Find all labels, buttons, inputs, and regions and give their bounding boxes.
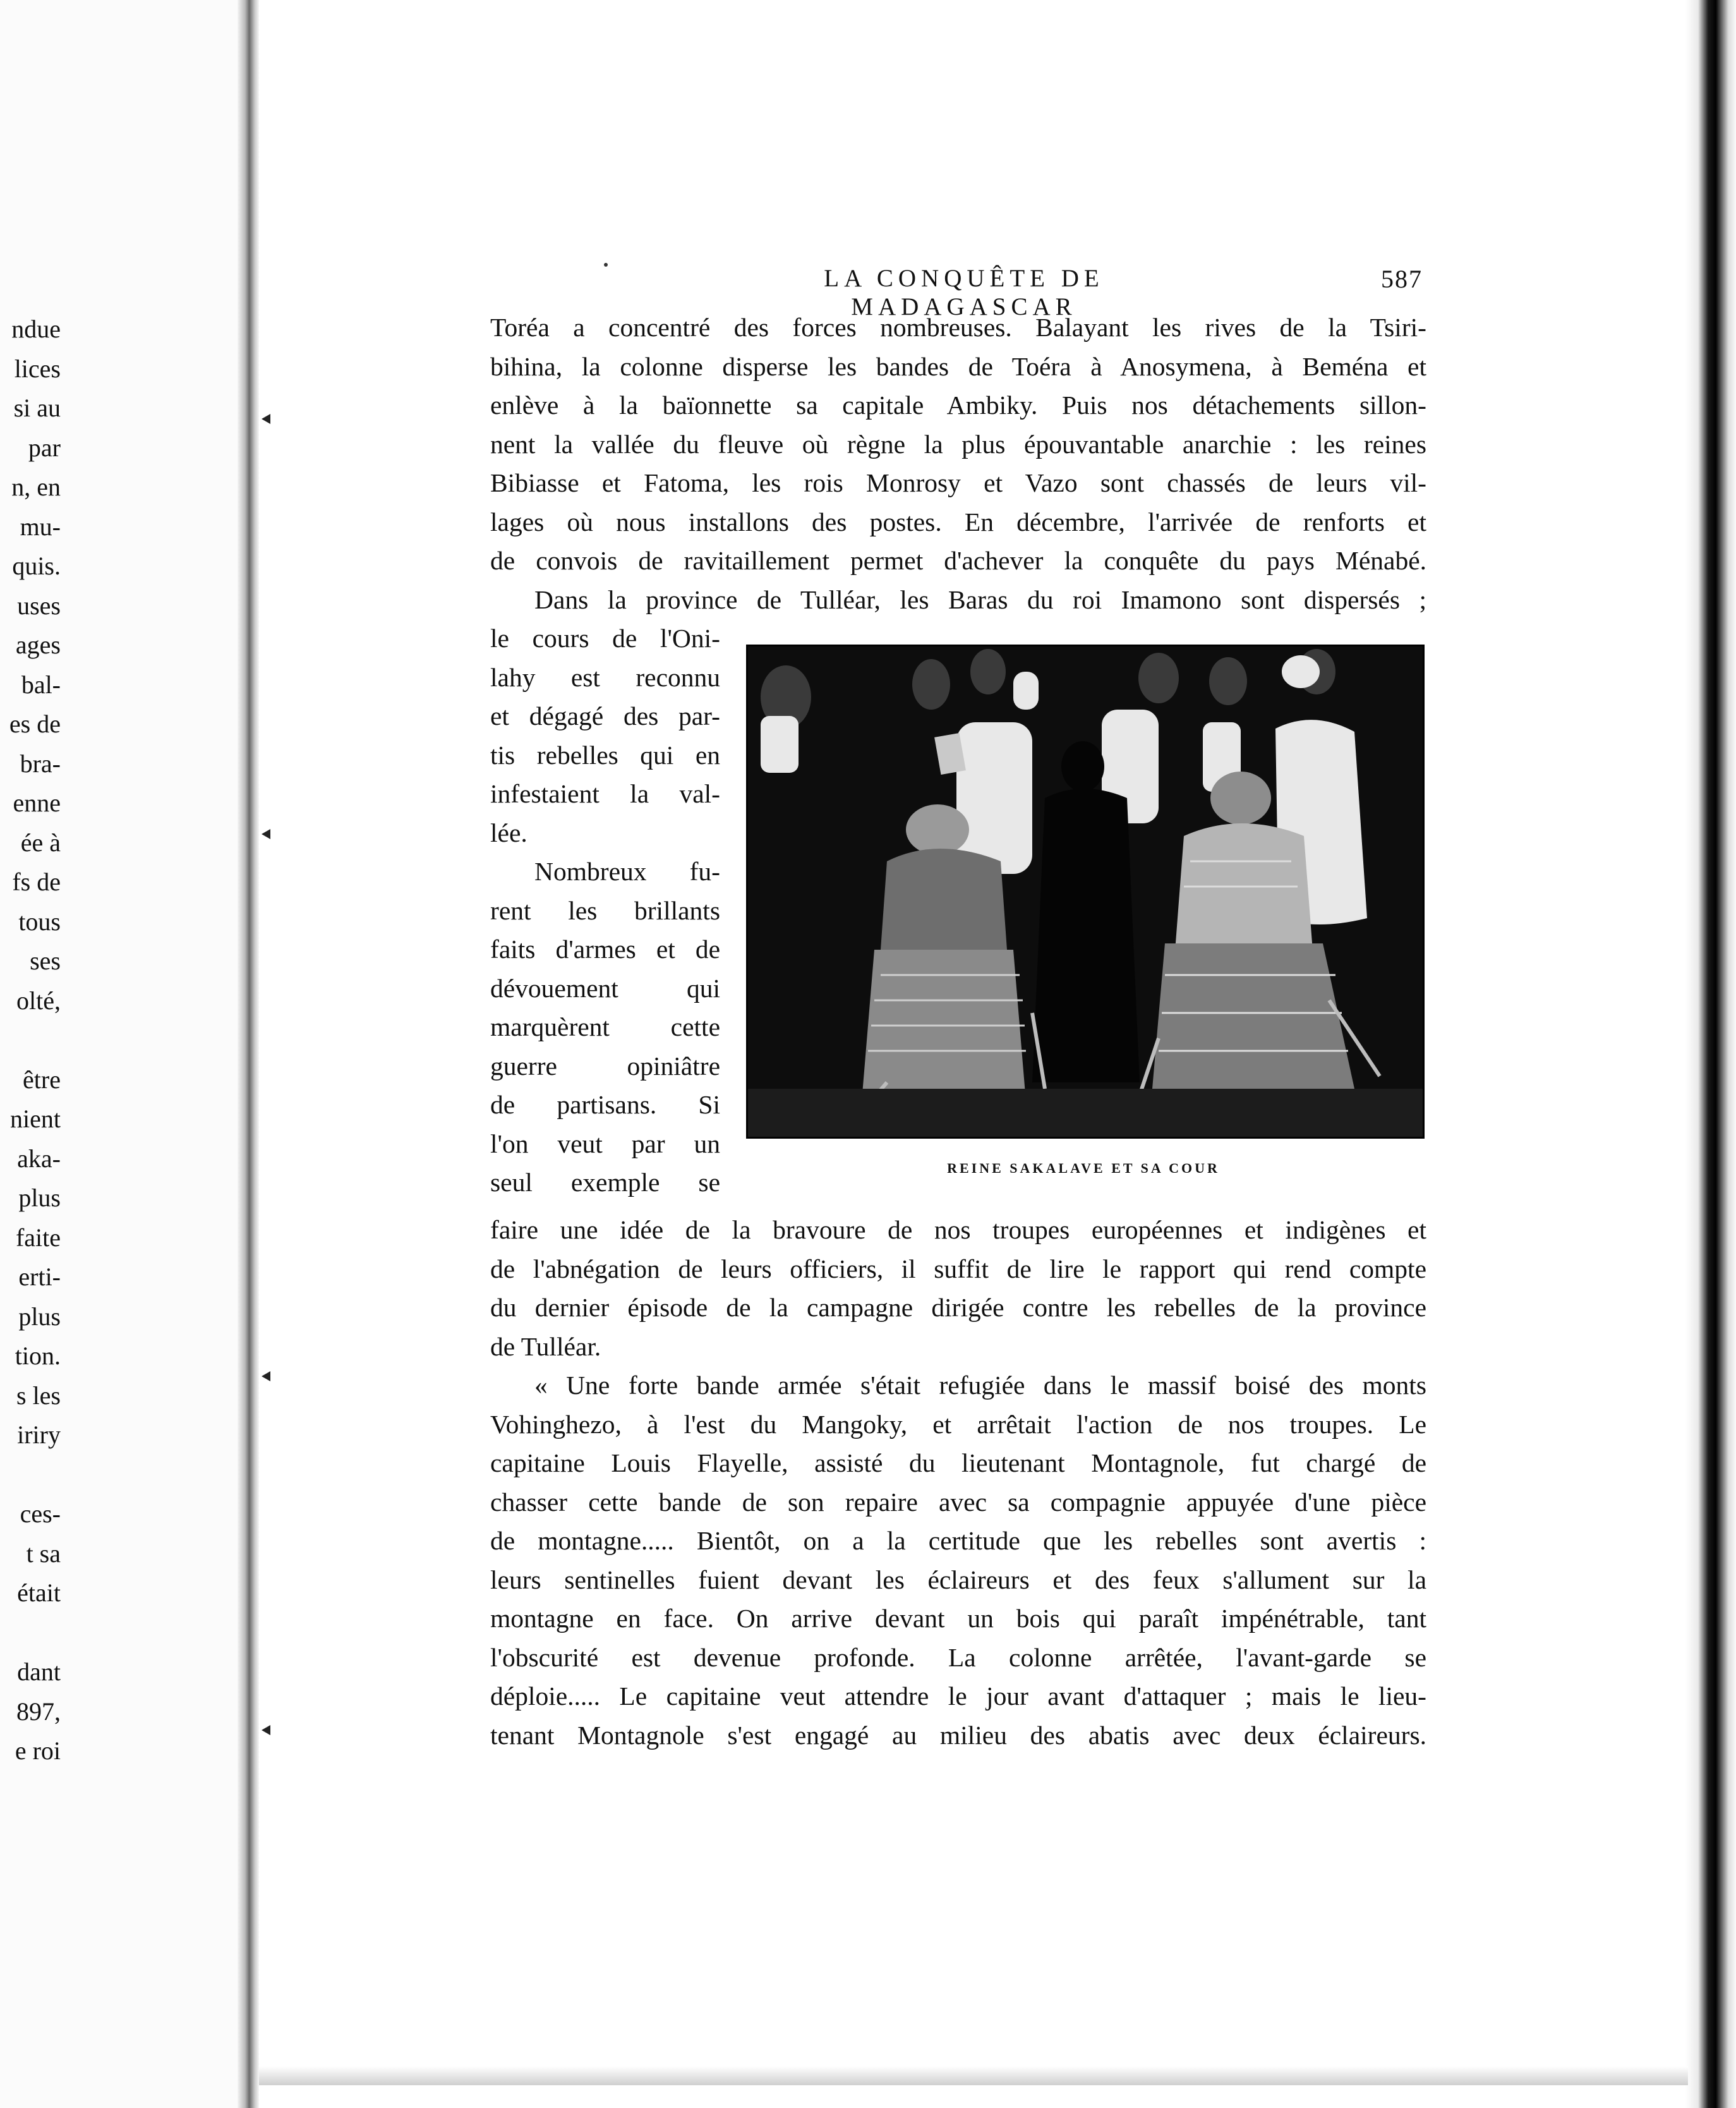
text-line: faits d'armes et de xyxy=(490,935,720,964)
previous-page-line: nient xyxy=(10,1105,61,1133)
previous-page-line: lices xyxy=(14,354,61,383)
previous-page-line: ée à xyxy=(20,828,61,857)
previous-page-line: n, en xyxy=(11,473,61,501)
text-line: et dégagé des par- xyxy=(490,701,720,730)
text-line: faire une idée de la bravoure de nos troupes européennes et indigènes et xyxy=(490,1215,1426,1244)
text-line: chasser cette bande de son repaire avec sa compagnie appuyée d'une pièce xyxy=(490,1487,1426,1517)
previous-page-line xyxy=(0,1613,61,1653)
previous-page-line: mu- xyxy=(20,512,61,541)
text-line: Nombreux fu- xyxy=(534,857,720,886)
previous-page-line: était xyxy=(17,1578,61,1607)
text-line: « Une forte bande armée s'était refugiée dans le massif boisé des monts xyxy=(534,1371,1426,1400)
text-line: tenant Montagnole s'est engagé au milieu des abatis avec deux éclaireurs. xyxy=(490,1720,1426,1750)
print-dot xyxy=(604,263,608,267)
text-line: lahy est reconnu xyxy=(490,662,720,692)
text-line: l'on veut par un xyxy=(490,1129,720,1158)
text-line: de l'abnégation de leurs officiers, il suffit de lire le rapport qui rend compte xyxy=(490,1254,1426,1283)
previous-page-line: erti- xyxy=(18,1263,61,1291)
previous-page-line: enne xyxy=(13,789,61,817)
text-line: leurs sentinelles fuient devant les éclaireurs et des feux s'allument sur la xyxy=(490,1565,1426,1594)
text-line: de montagne..... Bientôt, on a la certitude que les rebelles sont avertis : xyxy=(490,1526,1426,1555)
text-line: lages où nous installons des postes. En décembre, l'arrivée de renforts et xyxy=(490,507,1426,536)
previous-page-line: tion. xyxy=(15,1342,61,1370)
text-line: du dernier épisode de la campagne dirigée contre les rebelles de la province xyxy=(490,1293,1426,1322)
text-line: le cours de l'Oni- xyxy=(490,624,720,653)
paragraph-1 xyxy=(490,308,1426,619)
text-line: marquèrent cette xyxy=(490,1012,720,1041)
previous-page-line: uses xyxy=(17,591,61,620)
text-line: guerre opiniâtre xyxy=(490,1051,720,1081)
previous-page-line xyxy=(0,1021,61,1060)
previous-page xyxy=(0,0,248,2108)
previous-page-line: par xyxy=(28,433,61,462)
previous-page-line: s les xyxy=(16,1381,61,1410)
previous-page-line: olté, xyxy=(16,986,61,1015)
text-line: de partisans. Si xyxy=(490,1090,720,1119)
previous-page-line: ndue xyxy=(11,315,61,343)
previous-page-line: ages xyxy=(15,631,61,659)
previous-page-line: es de xyxy=(9,710,61,738)
photo-caption: REINE SAKALAVE ET SA COUR xyxy=(947,1160,1220,1176)
previous-page-line: tous xyxy=(18,907,61,936)
previous-page-line: plus xyxy=(18,1302,61,1331)
text-line: capitaine Louis Flayelle, assisté du lieutenant Montagnole, fut chargé de xyxy=(490,1448,1426,1477)
previous-page-text-fragments xyxy=(0,310,61,1771)
previous-page-line: fs de xyxy=(12,868,61,896)
text-line: Bibiasse et Fatoma, les rois Monrosy et Vazo sont chassés de leurs vil- xyxy=(490,468,1426,497)
previous-page-line: ses xyxy=(30,947,61,975)
text-line: Toréa a concentré des forces nombreuses. Balayant les rives de la Tsiri- xyxy=(490,313,1426,342)
text-line: de convois de ravitaillement permet d'achever la conquête du pays Ménabé. xyxy=(490,546,1426,575)
previous-page-line: si au xyxy=(13,394,61,422)
paragraph-3-4 xyxy=(490,1211,1426,1755)
text-line: seul exemple se xyxy=(490,1168,720,1197)
previous-page-line xyxy=(0,1455,61,1495)
previous-page-line: ces- xyxy=(20,1499,61,1528)
previous-page-line: quis. xyxy=(12,552,61,580)
previous-page-line: bal- xyxy=(21,670,61,699)
book-gutter xyxy=(238,0,259,2108)
text-line: dévouement qui xyxy=(490,973,720,1003)
photograph-queen-and-court xyxy=(746,645,1425,1139)
page-number: 587 xyxy=(1381,265,1423,293)
previous-page-line: 897, xyxy=(16,1697,61,1726)
text-line: lée. xyxy=(490,818,527,847)
text-line: nent la vallée du fleuve où règne la plus épouvantable anarchie : les reines xyxy=(490,429,1426,459)
previous-page-line: plus xyxy=(18,1184,61,1212)
page-bottom-edge xyxy=(259,2066,1688,2085)
previous-page-line: aka- xyxy=(17,1144,61,1173)
text-line: déploie..... Le capitaine veut attendre le jour avant d'attaquer ; mais le lieu- xyxy=(490,1681,1426,1711)
previous-page-line: dant xyxy=(17,1657,61,1686)
paragraph-3-narrow xyxy=(490,852,720,1202)
text-line: Vohinghezo, à l'est du Mangoky, et arrêtait l'action de nos troupes. Le xyxy=(490,1409,1426,1439)
gutter-tab-marks xyxy=(259,0,272,2108)
previous-page-line: e roi xyxy=(15,1736,61,1765)
running-title: LA CONQUÊTE DE MADAGASCAR xyxy=(824,265,1104,320)
paragraph-2-narrow xyxy=(490,619,720,852)
previous-page-line: faite xyxy=(15,1223,61,1252)
text-line: montagne en face. On arrive devant un bois qui paraît impénétrable, tant xyxy=(490,1604,1426,1633)
previous-page-line: bra- xyxy=(20,749,61,778)
previous-page-line: t sa xyxy=(26,1539,61,1568)
text-line: enlève à la baïonnette sa capitale Ambiky. Puis nos détachements sillon- xyxy=(490,391,1426,420)
previous-page-line: iriry xyxy=(17,1420,61,1449)
text-line: Dans la province de Tulléar, les Baras du roi Imamono sont dispersés ; xyxy=(534,585,1426,614)
text-line: rent les brillants xyxy=(490,895,720,925)
text-line: infestaient la val- xyxy=(490,779,720,808)
text-line: bihina, la colonne disperse les bandes de Toéra à Anosymena, à Beména et xyxy=(490,351,1426,381)
photo-illustration xyxy=(748,646,1423,1137)
text-line: l'obscurité est devenue profonde. La colonne arrêtée, l'avant-garde se xyxy=(490,1642,1426,1672)
text-line: de Tulléar. xyxy=(490,1331,601,1361)
text-line: tis rebelles qui en xyxy=(490,740,720,770)
page-edge-shadow xyxy=(1685,0,1736,2108)
previous-page-line: être xyxy=(23,1065,61,1094)
